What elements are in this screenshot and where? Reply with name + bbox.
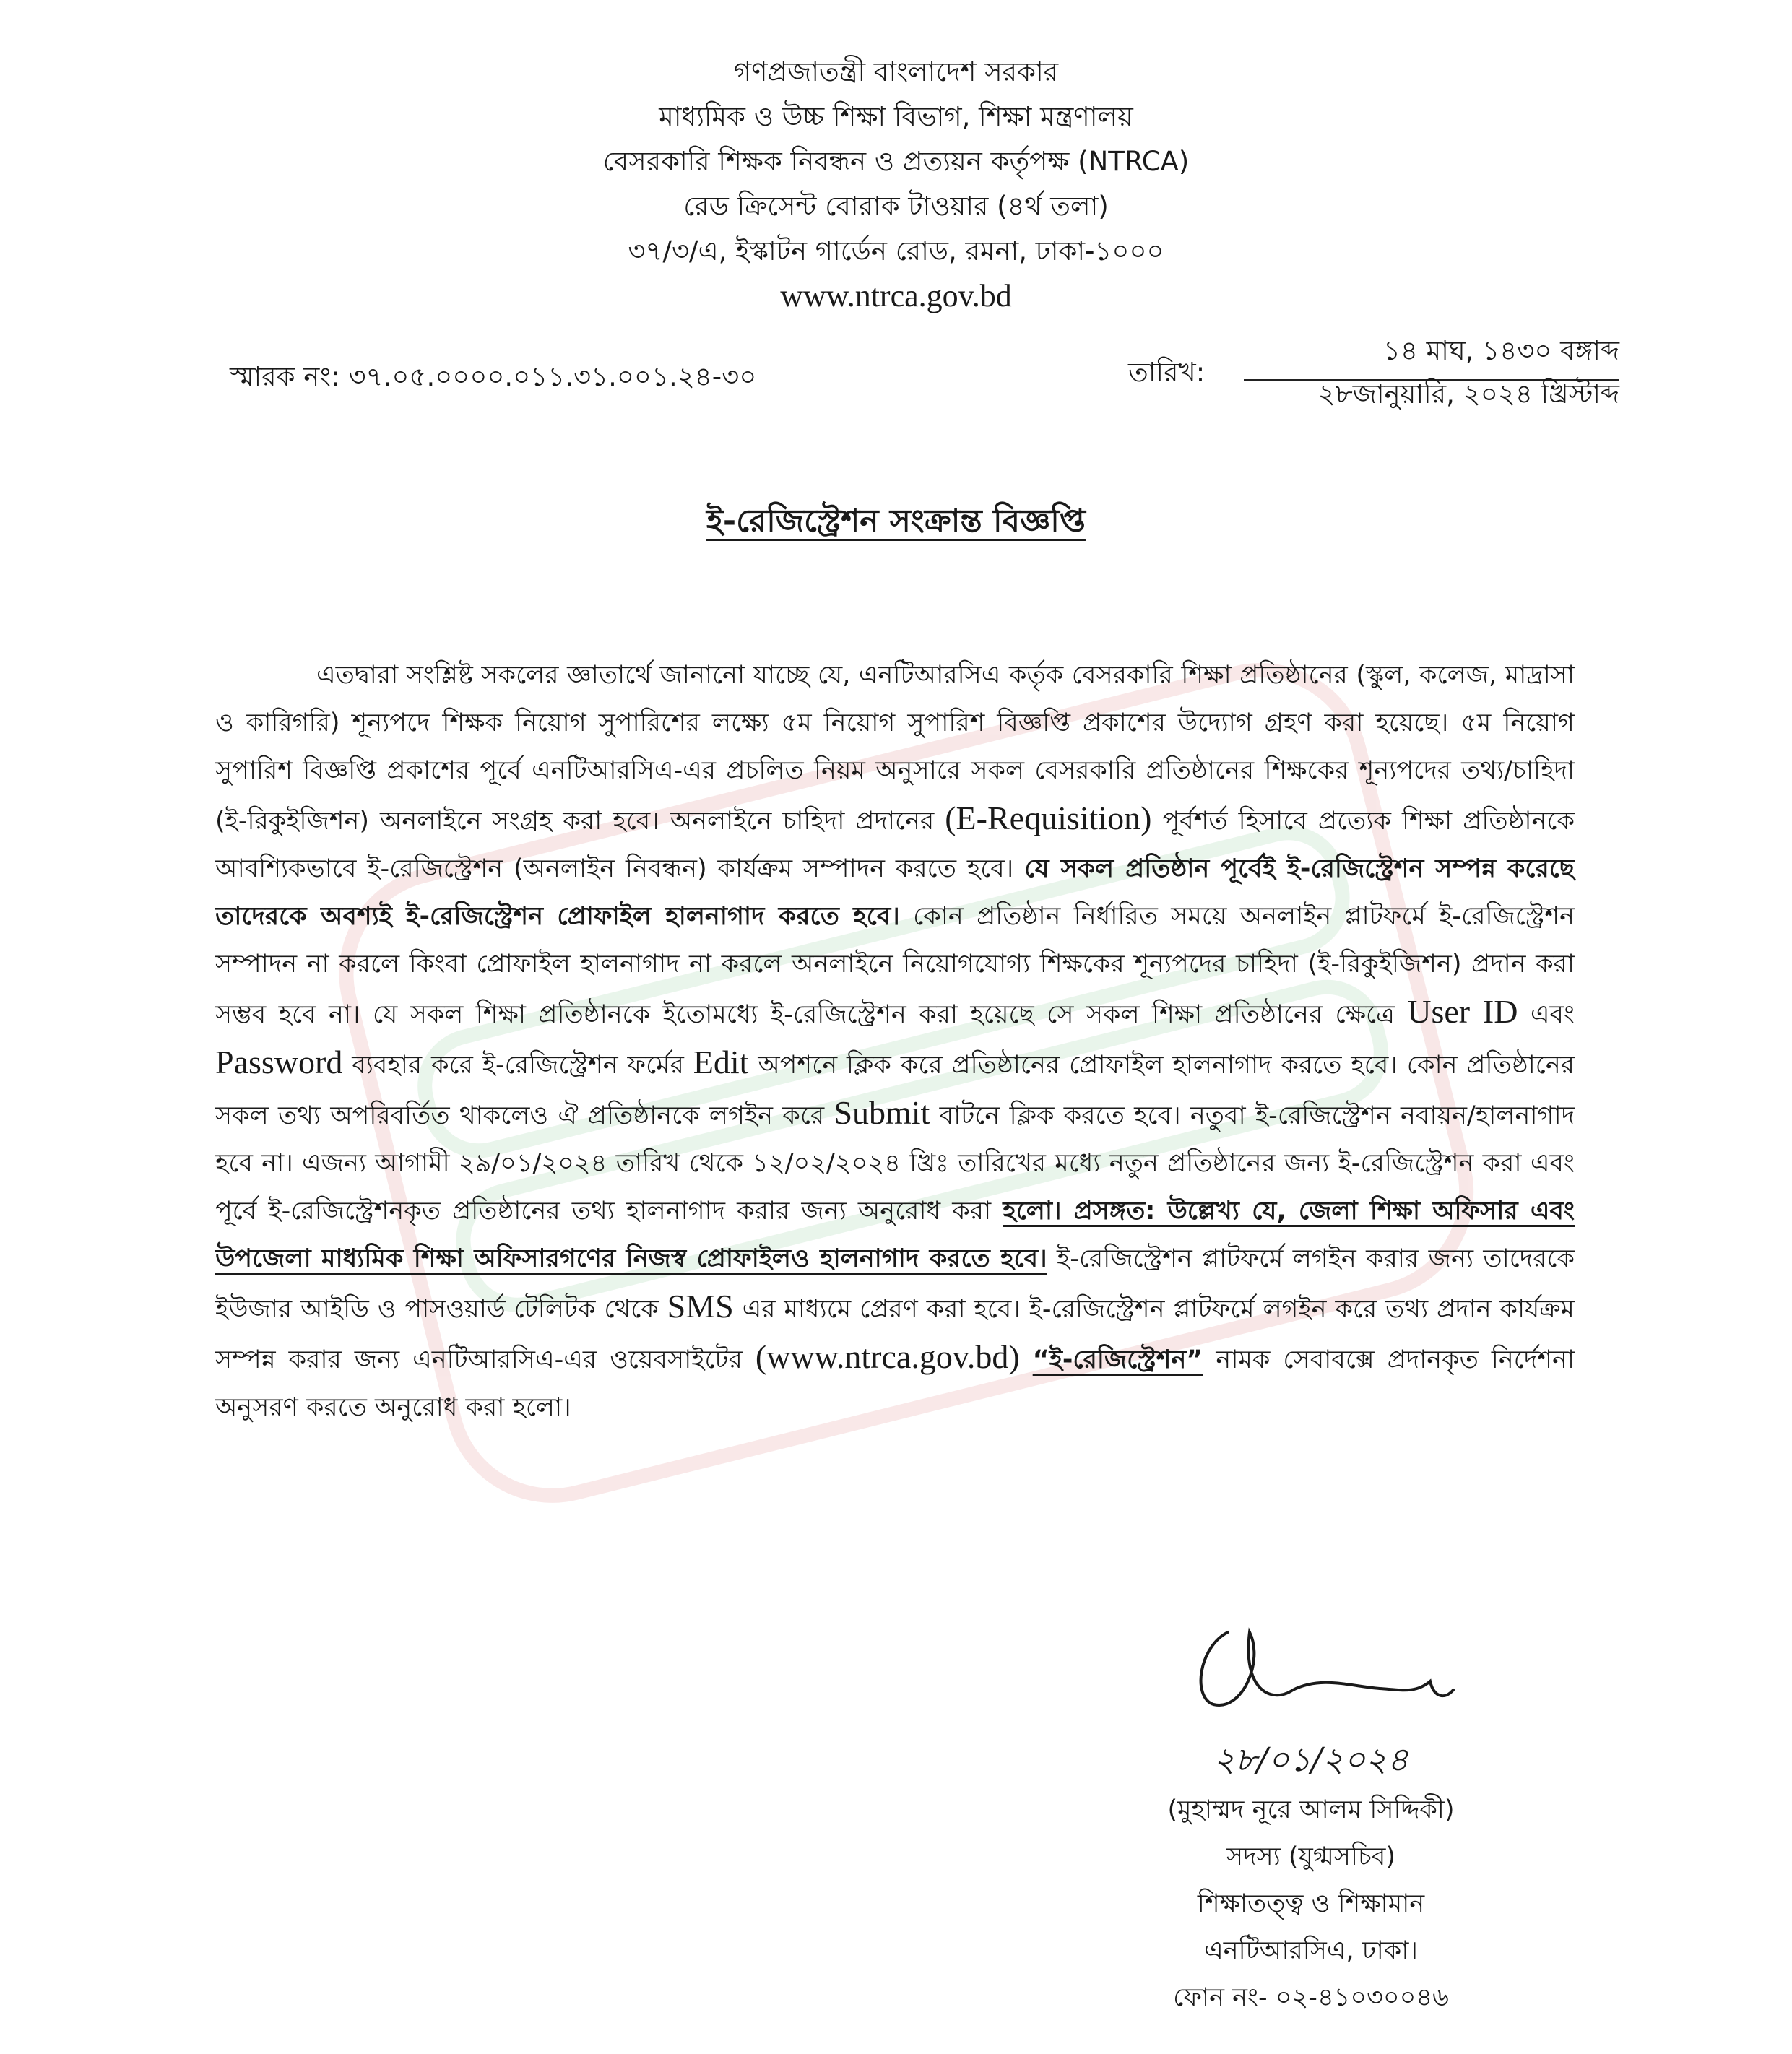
signatory-designation: সদস্য (যুগ্মসচিব): [1226, 1842, 1395, 1871]
letterhead-government: গণপ্রজাতন্ত্রী বাংলাদেশ সরকার: [733, 56, 1059, 87]
term-edit: Edit: [693, 1044, 749, 1080]
letterhead-authority: বেসরকারি শিক্ষক নিবন্ধন ও প্রত্যয়ন কর্তৃপক্ষ (NTRCA): [602, 146, 1190, 177]
signatory-department: শিক্ষাতত্ত্ব ও শিক্ষামান: [1197, 1889, 1425, 1918]
body-text-4: কোন প্রতিষ্ঠান নির্ধারিত সময়ে অনলাইন প্লাটফর্মে ই-রেজিস্ট্রেশন সম্পাদন না করলে কিংবা প্রোফাইল হালনাগাদ না করলে অনলাইনে নিয়োগযোগ্য শিক্ষকের শূন্যপদের চাহিদা (ই-রিকুইজিশন) প্রদান করা সম্ভব হবে না। যে সকল শিক্ষা প্রতিষ্ঠানকে ইতোমধ্যে ই-রেজিস্ট্রেশন করা হয়েছে সে সকল শিক্ষা প্রতিষ্ঠানের ক্ষেত্রে: [215, 902, 1575, 1029]
term-user-id: User ID: [1407, 993, 1518, 1030]
body-text-11: এর মাধ্যমে প্রেরণ করা হবে। ই-রেজিস্ট্রেশন প্লাটফর্মে লগইন করে তথ্য প্রদান কার্যক্রম সম্পন্ন করার জন্য এনটিআরসিএ-এর ওয়েবসাইটের: [215, 1295, 1575, 1374]
subject-text: ই-রেজিস্ট্রেশন সংক্রান্ত বিজ্ঞপ্তি: [706, 503, 1086, 540]
body-text-13: নামক সেবাবক্সে প্রদানকৃত নির্দেশনা অনুসরণ করতে অনুরোধ করা হলো।: [215, 1346, 1575, 1422]
body-text-bold-update: যে সকল প্রতিষ্ঠান পূর্বেই ই-রেজিস্ট্রেশন সম্পন্ন করেছে তাদেরকে অবশ্যই ই-রেজিস্ট্রেশন প্রোফাইল হালনাগাদ করতে হবে।: [215, 854, 1575, 931]
body-text-2: পূর্বশর্ত হিসাবে প্রত্যেক শিক্ষা প্রতিষ্ঠানকে আবশ্যিকভাবে ই-রেজিস্ট্রেশন (অনলাইন নিবন্ধন) কার্যক্রম সম্পাদন করতে হবে।: [215, 807, 1575, 883]
date-label: তারিখ:: [1128, 357, 1206, 388]
memo-number: স্মারক নং: ৩৭.০৫.০০০০.০১১.৩১.০০১.২৪-৩০: [230, 361, 757, 392]
notice-subject: [0, 497, 1792, 550]
term-website: (www.ntrca.gov.bd): [755, 1338, 1020, 1375]
letterhead-division: মাধ্যমিক ও উচ্চ শিক্ষা বিভাগ, শিক্ষা মন্ত্রণালয়: [659, 101, 1133, 132]
term-e-registration: “ই-রেজিস্ট্রেশন”: [1032, 1346, 1203, 1374]
body-text-10: ই-রেজিস্ট্রেশন প্লাটফর্মে লগইন করার জন্য তাদেরকে ইউজার আইডি ও পাসওয়ার্ড টেলিটক থেকে: [215, 1244, 1575, 1324]
body-text-8: বাটনে ক্লিক করতে হবে। নতুবা ই-রেজিস্ট্রেশন নবায়ন/হালনাগাদ হবে না। এজন্য আগামী ২৯/০১/২০২৪ তারিখ থেকে ১২/০২/২০২৪ খ্রিঃ তারিখের মধ্যে নতুন প্রতিষ্ঠানের জন্য ই-রেজিস্ট্রেশন করা এবং পূর্বে ই-রেজিস্ট্রেশনকৃত প্রতিষ্ঠানের তথ্য হালনাগাদ করার জন্য অনুরোধ করা: [215, 1101, 1575, 1226]
signature-date: ২৮/০১/২০২৪: [1213, 1740, 1409, 1779]
term-e-requisition: (E-Requisition): [945, 800, 1152, 836]
letterhead-building: রেড ক্রিসেন্ট বোরাক টাওয়ার (৪র্থ তলা): [683, 191, 1109, 222]
body-text-7: অপশনে ক্লিক করে প্রতিষ্ঠানের প্রোফাইল হালনাগাদ করতে হবে। কোন প্রতিষ্ঠানের সকল তথ্য অপরিবর্তিত থাকলেও ঐ প্রতিষ্ঠানকে লগইন করে: [215, 1051, 1575, 1130]
body-text-5: এবং: [1530, 1000, 1575, 1029]
body-text-bold-officers: হলো। প্রসঙ্গত: উল্লেখ্য যে, জেলা শিক্ষা অফিসার এবং উপজেলা মাধ্যমিক শিক্ষা অফিসারগণের নিজস্ব প্রোফাইলও হালনাগাদ করতে হবে।: [215, 1197, 1575, 1273]
term-submit: Submit: [834, 1094, 930, 1131]
notice-body: [215, 651, 1575, 1431]
term-sms: SMS: [667, 1288, 734, 1325]
letterhead-address: ৩৭/৩/এ, ইস্কাটন গার্ডেন রোড, রমনা, ঢাকা-১০০০: [628, 235, 1164, 266]
term-password: Password: [215, 1044, 343, 1080]
letterhead-website: www.ntrca.gov.bd: [780, 278, 1012, 313]
signatory-office: এনটিআরসিএ, ঢাকা।: [1204, 1936, 1418, 1965]
body-text-6: ব্যবহার করে ই-রেজিস্ট্রেশন ফর্মের: [352, 1051, 684, 1080]
signatory-phone: ফোন নং- ০২-৪১০৩০০৪৬: [1173, 1983, 1449, 2012]
date-bangla: ১৪ মাঘ, ১৪৩০ বঙ্গাব্দ: [1244, 329, 1619, 381]
date-english: ২৮জানুয়ারি, ২০২৪ খ্রিস্টাব্দ: [1317, 378, 1619, 410]
signatory-name: (মুহাম্মদ নূরে আলম সিদ্দিকী): [1167, 1795, 1455, 1824]
body-text-1: এতদ্বারা সংশ্লিষ্ট সকলের জ্ঞাতার্থে জানানো যাচ্ছে যে, এনটিআরসিএ কর্তৃক বেসরকারি শিক্ষা প্রতিষ্ঠানের (স্কুল, কলেজ, মাদ্রাসা ও কারিগরি) শূন্যপদে শিক্ষক নিয়োগ সুপারিশের লক্ষ্যে ৫ম নিয়োগ সুপারিশ বিজ্ঞপ্তি প্রকাশের উদ্যোগ গ্রহণ করা হয়েছে। ৫ম নিয়োগ সুপারিশ বিজ্ঞপ্তি প্রকাশের পূর্বে এনটিআরসিএ-এর প্রচলিত নিয়ম অনুসারে সকল বেসরকারি প্রতিষ্ঠানের শিক্ষকের শূন্যপদের তথ্য/চাহিদা (ই-রিকুইজিশন) অনলাইনে সংগ্রহ করা হবে। অনলাইনে চাহিদা প্রদানের: [215, 661, 1575, 836]
body-paragraph: [215, 651, 1575, 1431]
